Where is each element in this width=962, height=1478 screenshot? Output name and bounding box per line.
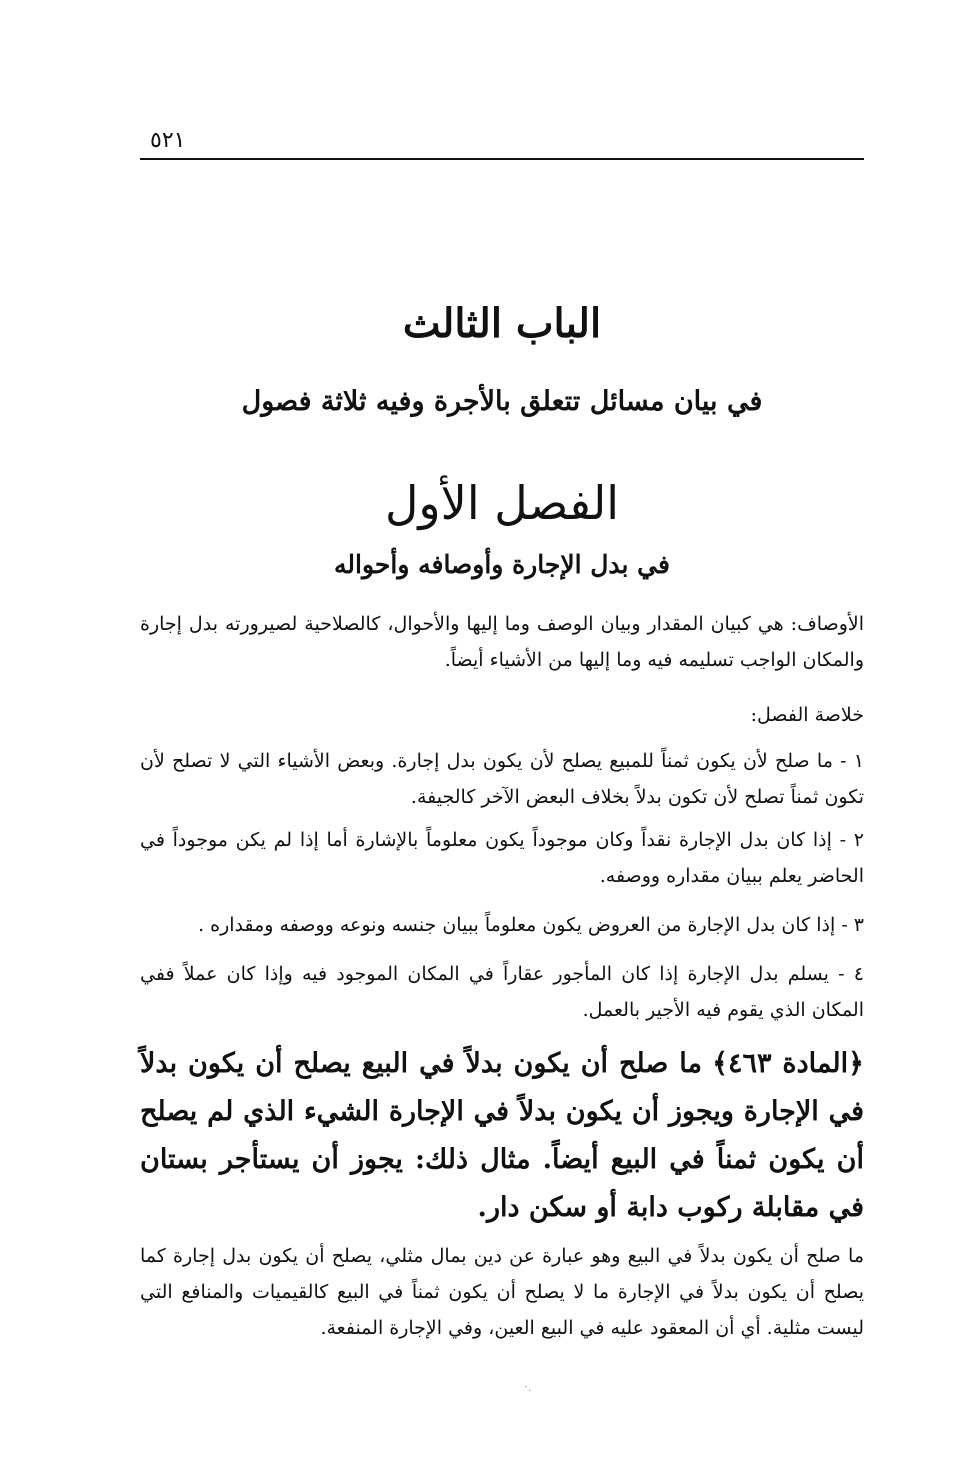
header-rule	[140, 158, 864, 160]
summary-point-2: ٢ - إذا كان بدل الإجارة نقداً وكان موجوداً يكون معلوماً بالإشارة أما إذا لم يكن موجوداً في الحاضر يعلم ببيان مقداره ووصفه.	[140, 829, 864, 887]
summary-point-3: ٣ - إذا كان بدل الإجارة من العروض يكون معلوماً ببيان جنسه ونوعه ووصفه ومقداره .	[198, 914, 864, 936]
summary-title: خلاصة الفصل:	[750, 704, 864, 726]
article-label: ﴿المادة ٤٦٣﴾	[712, 1048, 864, 1079]
scan-speck: ·.	[524, 1380, 532, 1394]
section-subtitle: في بدل الإجارة وأوصافه وأحواله	[334, 550, 670, 579]
explanation-paragraph: ما صلح أن يكون بدلاً في البيع وهو عبارة عن دين بمال مثلي، يصلح أن يكون بدل إجارة كما يصلح أن يكون بدلاً في الإجارة ما لا يصلح أن يكون ثمناً في البيع كالقيميات والمنافع التي ليست مثلية. أي أن المعقود عليه في البيع العين، وفي الإجارة المنفعة.	[140, 1245, 864, 1339]
article-text: ما صلح أن يكون بدلاً في البيع يصلح أن يكون بدلاً في الإجارة ويجوز أن يكون بدلاً في الإجارة الشيء الذي لم يصلح أن يكون ثمناً في البيع أيضاً. مثال ذلك: يجوز أن يستأجر بستان في مقابلة ركوب دابة أو سكن دار.	[140, 1048, 864, 1223]
summary-point-1: ١ - ما صلح لأن يكون ثمناً للمبيع يصلح لأن يكون بدل إجارة. وبعض الأشياء التي لا تصلح لأن تكون ثمناً تصلح لأن تكون بدلاً بخلاف البعض الآخر كالجيفة.	[140, 750, 864, 808]
definition-paragraph: الأوصاف: هي كبيان المقدار وبيان الوصف وما إليها والأحوال، كالصلاحية لصيرورته بدل إجارة والمكان الواجب تسليمه فيه وما إليها من الأشياء أيضاً.	[140, 613, 864, 671]
page-number: ٥٢١	[150, 128, 186, 153]
summary-point-4: ٤ - يسلم بدل الإجارة إذا كان المأجور عقاراً في المكان الموجود فيه وإذا كان عملاً ففي المكان الذي يقوم فيه الأجير بالعمل.	[140, 963, 864, 1021]
article-paragraph	[140, 1040, 864, 1232]
section-title: الفصل الأول	[384, 476, 620, 530]
chapter-title: الباب الثالث	[402, 300, 602, 347]
chapter-subtitle: في بيان مسائل تتعلق بالأجرة وفيه ثلاثة فصول	[241, 386, 763, 417]
